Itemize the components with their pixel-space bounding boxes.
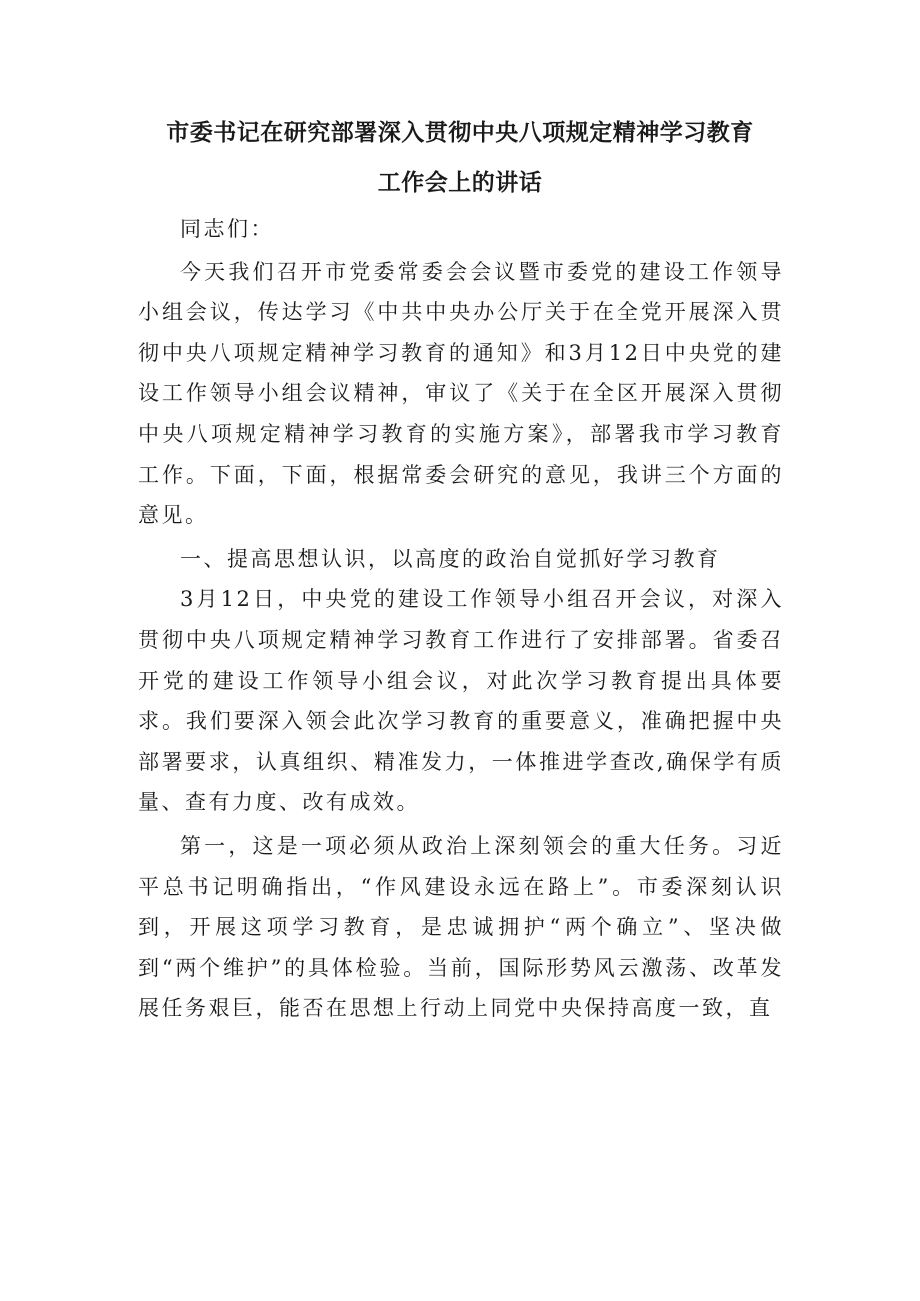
paragraph-section-1: 3月12日，中央党的建设工作领导小组召开会议，对深入贯彻中央八项规定精神学习教育工作进行了安排部署。省委召开党的建设工作领导小组会议，对此次学习教育提出具体要求。我们要深入领会此次学习教育的重要意义，准确把握中央部署要求，认真组织、精准发力，一体推进学查改,确保学有质量、查有力度、改有成效。 [138, 587, 784, 815]
document-title-line-2: 工作会上的讲话 [377, 170, 543, 196]
section-heading-1: 一、提高思想认识，以高度的政治自觉抓好学习教育 [180, 546, 721, 571]
document-title-line-1: 市委书记在研究部署深入贯彻中央八项规定精神学习教育 [166, 120, 754, 146]
salutation: 同志们： [180, 217, 274, 241]
paragraph-intro: 今天我们召开市党委常委会会议暨市委党的建设工作领导小组会议，传达学习《中共中央办公厅关于在全党开展深入贯彻中央八项规定精神学习教育的通知》和3月12日中央党的建设工作领导小组会议精神，审议了《关于在全区开展深入贯彻中央八项规定精神学习教育的实施方案》，部署我市学习教育工作。下面，下面，根据常委会研究的意见，我讲三个方面的意见。 [138, 259, 784, 528]
paragraph-point-1: 第一，这是一项必须从政治上深刻领会的重大任务。习近平总书记明确指出，“作风建设永远在路上”。市委深刻认识到，开展这项学习教育，是忠诚拥护“两个确立”、坚决做到“两个维护”的具体检验。当前，国际形势风云激荡、改革发展任务艰巨，能否在思想上行动上同党中央保持高度一致，直 [138, 833, 784, 1021]
document-body [138, 200, 784, 1029]
